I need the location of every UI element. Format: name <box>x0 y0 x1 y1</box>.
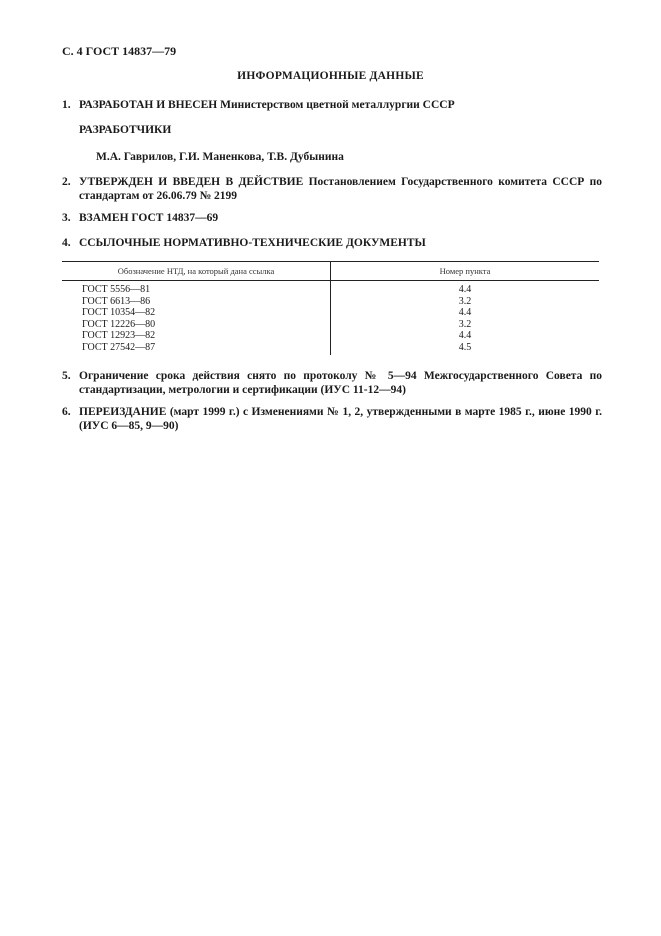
table-cell-clause: 4.4 <box>458 330 472 342</box>
item-text: (март 1999 г.) с Изменениями № 1, 2, утвержденными в марте 1985 г., июне 1990 г. (ИУС 6—85, 9—90) <box>79 406 602 432</box>
table-cell-document: ГОСТ 6613—86 <box>82 295 151 307</box>
item-number: 4. <box>62 237 71 249</box>
item-number: 1. <box>62 99 71 111</box>
item-number: 2. <box>62 176 71 188</box>
item-lead: ПЕРЕИЗДАНИЕ <box>79 406 167 418</box>
table-row <box>62 342 599 354</box>
item-lead: ССЫЛОЧНЫЕ НОРМАТИВНО-ТЕХНИЧЕСКИЕ ДОКУМЕНТЫ <box>79 237 426 249</box>
table-cell-clause: 3.2 <box>458 295 472 307</box>
developers-heading: РАЗРАБОТЧИКИ <box>79 124 172 136</box>
table-cell-clause: 4.4 <box>458 307 472 319</box>
info-item-2 <box>62 175 602 203</box>
table-header-clause: Номер пункта <box>439 266 491 276</box>
table-cell-document: ГОСТ 12923—82 <box>82 330 156 342</box>
info-item-1 <box>62 98 602 112</box>
table-cell-document: ГОСТ 27542—87 <box>82 341 156 353</box>
item-lead: УТВЕРЖДЕН И ВВЕДЕН В ДЕЙСТВИЕ <box>79 176 304 188</box>
info-item-3 <box>62 211 602 225</box>
info-item-5 <box>62 369 602 397</box>
table-row <box>62 284 599 296</box>
item-text: Постановлением Государственного комитета СССР по стандартам от 26.06.79 № 2199 <box>79 176 602 202</box>
item-number: 6. <box>62 406 71 418</box>
table-cell-document: ГОСТ 10354—82 <box>82 307 156 319</box>
table-body <box>62 284 599 354</box>
table-cell-clause: 4.4 <box>458 284 472 295</box>
item-lead: Ограничение срока действия снято по протоколу № 5—94 Межгосударственного Совета по стандартизации, метрологии и сертификации (ИУС 11-12—94) <box>79 370 602 396</box>
table-cell-clause: 4.5 <box>458 341 472 353</box>
document-title: ИНФОРМАЦИОННЫЕ ДАННЫЕ <box>237 70 424 82</box>
table-row <box>62 307 599 319</box>
table-cell-document: ГОСТ 12226—80 <box>82 318 156 330</box>
item-number: 3. <box>62 212 71 224</box>
table-cell-clause: 3.2 <box>458 318 472 330</box>
item-lead: РАЗРАБОТАН И ВНЕСЕН <box>79 99 218 111</box>
info-item-6 <box>62 405 602 433</box>
table-row <box>62 319 599 331</box>
item-text: Министерством цветной металлургии СССР <box>217 99 455 111</box>
info-item-4 <box>62 236 602 250</box>
table-row <box>62 330 599 342</box>
item-number: 5. <box>62 370 71 382</box>
developers-names: М.А. Гаврилов, Г.И. Маненкова, Т.В. Дубынина <box>96 151 344 163</box>
item-lead: ВЗАМЕН ГОСТ 14837—69 <box>79 212 219 224</box>
page-header: С. 4 ГОСТ 14837—79 <box>62 44 177 58</box>
table-row <box>62 296 599 308</box>
table-cell-document: ГОСТ 5556—81 <box>82 284 151 295</box>
table-header-document: Обозначение НТД, на который дана ссылка <box>117 266 275 276</box>
